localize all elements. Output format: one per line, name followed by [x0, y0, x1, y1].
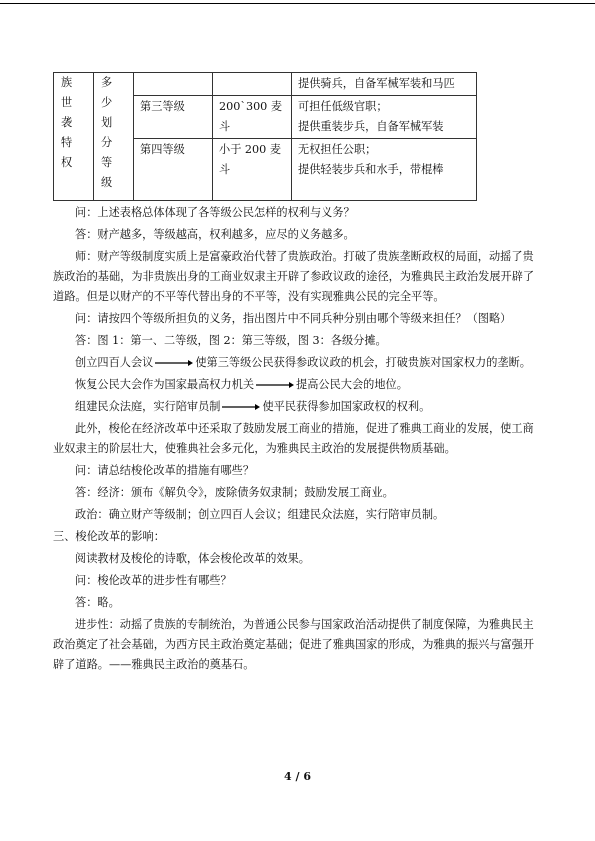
- duty-line: 提供轻装步兵和水手，带棍棒: [298, 163, 444, 176]
- answer: 答：略。: [75, 596, 120, 609]
- arrow-right-icon: [256, 381, 294, 389]
- reform-effect: 提高公民大会的地位。: [296, 378, 408, 391]
- reform-item: [53, 353, 543, 373]
- instruction: 阅读教材及梭伦的诗歌，体会梭伦改革的效果。: [75, 552, 310, 565]
- table-cell-duty: [292, 96, 477, 139]
- table-cell-level: 第四等级: [134, 139, 213, 201]
- answer: 答：图 1：第一、二等级，图 2：第三等级，图 3：各级分摊。: [75, 334, 387, 347]
- table-cell-hereditary-privilege: [54, 73, 94, 201]
- reform-measure: 组建民众法庭，实行陪审员制: [75, 400, 221, 413]
- reform-item: [53, 397, 543, 417]
- reform-effect: 使第三等级公民获得参政议政的机会，打破贵族对国家权力的垄断。: [195, 356, 531, 369]
- arrow-right-icon: [155, 359, 193, 367]
- answer: 答：财产越多，等级越高，权利越多，应尽的义务越多。: [75, 228, 355, 241]
- char: 划: [101, 116, 113, 129]
- char: 权: [61, 156, 73, 169]
- table-cell-empty: [134, 73, 213, 96]
- paragraph: 此外，梭伦在经济改革中还采取了鼓励发展工商业的措施，促进了雅典工商业的发展，使工商业奴隶主的阶层壮大，使雅典社会多元化，为雅典民主政治的发展提供物质基础。: [53, 422, 534, 455]
- char: 级: [101, 176, 113, 189]
- reform-measure: 恢复公民大会作为国家最高权力机关: [75, 378, 255, 391]
- reform-effect: 使平民获得参加国家政权的权利。: [262, 400, 431, 413]
- char: 等: [101, 156, 113, 169]
- paragraph: 进步性：动摇了贵族的专制统治，为普通公民参与国家政治活动提供了制度保障，为雅典民主政治奠定了社会基础，为西方民主政治奠定基础；促进了雅典国家的形成，为雅典的振兴与富强开辟了道路。——雅典民主政治的奠基石。: [53, 618, 535, 671]
- reform-measure: 创立四百人会议: [75, 356, 154, 369]
- char: 袭: [61, 116, 73, 129]
- duty-line: 可担任低级官职；: [298, 100, 388, 113]
- table-cell-property: 200`300 麦斗: [213, 96, 292, 139]
- question: 问：请总结梭伦改革的措施有哪些？: [75, 464, 255, 477]
- table-cell-level: 第三等级: [134, 96, 213, 139]
- teacher-note: 师：财产等级制度实质上是富豪政治代替了贵族政治。打破了贵族垄断政权的局面，动摇了贵族政治的基础，为非贵族出身的工商业奴隶主开辟了参政议政的途径，为雅典民主政治发展开辟了道路。但是以财产的不平等代替出身的不平等，没有实现雅典公民的完全平等。: [53, 250, 535, 303]
- duty-line: 无权担任公职；: [298, 143, 377, 156]
- arrow-right-icon: [222, 403, 260, 411]
- header-rule: [0, 3, 595, 4]
- char: 分: [101, 136, 113, 149]
- char: 族: [61, 76, 73, 89]
- char: 多: [101, 76, 113, 89]
- char: 特: [61, 136, 73, 149]
- citizen-class-table: [53, 72, 477, 201]
- question: 问：上述表格总体体现了各等级公民怎样的权利与义务？: [75, 206, 355, 219]
- char: 世: [61, 96, 73, 109]
- page-number: 4 / 6: [284, 770, 311, 783]
- table-cell-class-division: [94, 73, 134, 201]
- question: 问：请按四个等级所担负的义务，指出图片中不同兵种分别由哪个等级来担任？（图略）: [75, 312, 512, 325]
- table-cell-empty: [213, 73, 292, 96]
- duty-line: 提供重装步兵，自备军械军装: [298, 120, 444, 133]
- document-body: [53, 72, 543, 677]
- table-cell-duty: [292, 139, 477, 201]
- answer: 答：经济：颁布《解负令》，废除债务奴隶制；鼓励发展工商业。: [75, 486, 394, 499]
- answer: 政治：确立财产等级制；创立四百人会议；组建民众法庭，实行陪审员制。: [75, 508, 445, 521]
- section-heading: 三、梭伦改革的影响：: [53, 530, 165, 543]
- char: 少: [101, 96, 113, 109]
- reform-item: [53, 375, 543, 395]
- table-cell-property: 小于 200 麦斗: [213, 139, 292, 201]
- question: 问：梭伦改革的进步性有哪些？: [75, 574, 232, 587]
- table-cell-duty: 提供骑兵，自备军械军装和马匹: [292, 73, 477, 96]
